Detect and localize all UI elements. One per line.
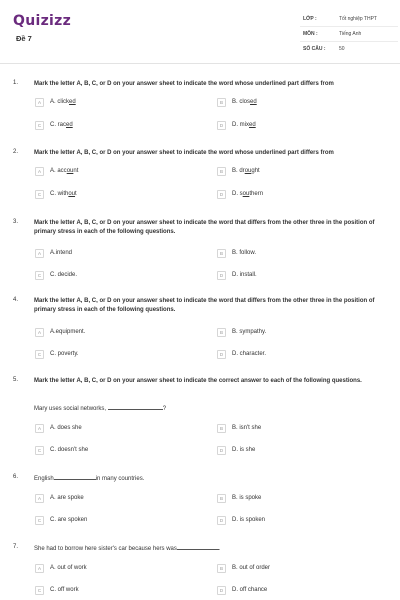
option-letter-box: C (35, 350, 44, 359)
meta-row-class (300, 12, 398, 27)
option-text: C. without (50, 191, 77, 197)
option-text: B. closed (232, 99, 257, 105)
question-text: Mark the letter A, B, C, or D on your answer sheet to indicate the word whose underlined part differs from (34, 81, 334, 87)
question-number: 6. (13, 474, 19, 480)
question-number: 3. (13, 219, 19, 225)
question-sentence: She had to borrow here sister's car because hers was . (34, 546, 221, 552)
document-title: Đề 7 (16, 34, 32, 43)
answer-blank (108, 404, 163, 410)
meta-label: MÔN : (303, 31, 318, 37)
option-letter-box: A (35, 167, 44, 176)
option-text: A.equipment. (50, 329, 86, 335)
question-sentence: English in many countries. (34, 476, 145, 482)
question-number: 7. (13, 544, 19, 550)
option-letter-box: D (217, 190, 226, 199)
question-sentence: Mary uses social networks, ? (34, 406, 167, 412)
option-letter-box: C (35, 586, 44, 595)
option-text: A. clicked (50, 99, 76, 105)
option-text: B. is spoke (232, 495, 262, 501)
option-text: B. follow. (232, 250, 257, 256)
option-text: A. out of work (50, 565, 87, 571)
question-text: Mark the letter A, B, C, or D on your answer sheet to indicate the word whose underlined part differs from (34, 150, 334, 156)
option-text: D. is spoken (232, 517, 266, 523)
option-letter-box: A (35, 494, 44, 503)
option-text: D. character. (232, 351, 267, 357)
option-letter-box: D (217, 271, 226, 280)
option-text: B. drought (232, 168, 260, 174)
worksheet-header (0, 0, 400, 64)
question-text: Mark the letter A, B, C, or D on your answer sheet to indicate the correct answer to each of the following questions. (34, 378, 362, 384)
question-number: 2. (13, 149, 19, 155)
option-letter-box: A (35, 424, 44, 433)
option-letter-box: C (35, 271, 44, 280)
option-letter-box: B (217, 98, 226, 107)
meta-value: Tiếng Anh (339, 31, 362, 37)
option-letter-box: D (217, 586, 226, 595)
option-text: C. poverty. (50, 351, 79, 357)
option-letter-box: B (217, 494, 226, 503)
question-text: Mark the letter A, B, C, or D on your answer sheet to indicate the word that differs from the other three in the position of primary stress in each of the following questions. (34, 298, 375, 313)
option-text: C. decide. (50, 272, 78, 278)
question-text: Mark the letter A, B, C, or D on your answer sheet to indicate the word that differs from the other three in the position of primary stress in each of the following questions. (34, 220, 375, 235)
option-text: B. out of order (232, 565, 271, 571)
option-text: D. is she (232, 447, 256, 453)
option-letter-box: D (217, 446, 226, 455)
option-letter-box: C (35, 446, 44, 455)
option-text: B. isn't she (232, 425, 262, 431)
answer-blank (177, 544, 219, 550)
meta-row-subject (300, 27, 398, 42)
option-text: A. are spoke (50, 495, 84, 501)
option-text: A.intend (50, 250, 73, 256)
meta-value: Tốt nghiệp THPT (339, 16, 377, 22)
option-letter-box: B (217, 424, 226, 433)
option-text: C. raced (50, 122, 73, 128)
option-text: C. doesn't she (50, 447, 89, 453)
option-text: D. southern (232, 191, 264, 197)
option-text: B. sympathy. (232, 329, 267, 335)
option-letter-box: B (217, 328, 226, 337)
option-letter-box: A (35, 249, 44, 258)
meta-label: LỚP : (303, 16, 317, 22)
option-text: D. install. (232, 272, 257, 278)
option-letter-box: C (35, 516, 44, 525)
option-letter-box: B (217, 564, 226, 573)
option-text: A. account (50, 168, 79, 174)
meta-label: SỐ CÂU : (303, 46, 326, 52)
option-letter-box: A (35, 98, 44, 107)
meta-value: 50 (339, 46, 345, 52)
option-text: D. mixed (232, 122, 256, 128)
quizizz-logo: Quizizz (13, 13, 72, 29)
option-letter-box: C (35, 121, 44, 130)
option-letter-box: B (217, 167, 226, 176)
option-text: A. does she (50, 425, 82, 431)
option-letter-box: A (35, 564, 44, 573)
answer-blank (54, 474, 96, 480)
option-letter-box: A (35, 328, 44, 337)
option-letter-box: B (217, 249, 226, 258)
question-number: 1. (13, 80, 19, 86)
option-letter-box: D (217, 516, 226, 525)
option-text: D. off chance (232, 587, 268, 593)
question-number: 4. (13, 297, 19, 303)
option-letter-box: D (217, 350, 226, 359)
option-text: C. are spoken (50, 517, 88, 523)
option-text: C. off work (50, 587, 79, 593)
meta-row-count (300, 42, 398, 57)
option-letter-box: C (35, 190, 44, 199)
meta-table (300, 12, 398, 57)
option-letter-box: D (217, 121, 226, 130)
question-number: 5. (13, 377, 19, 383)
